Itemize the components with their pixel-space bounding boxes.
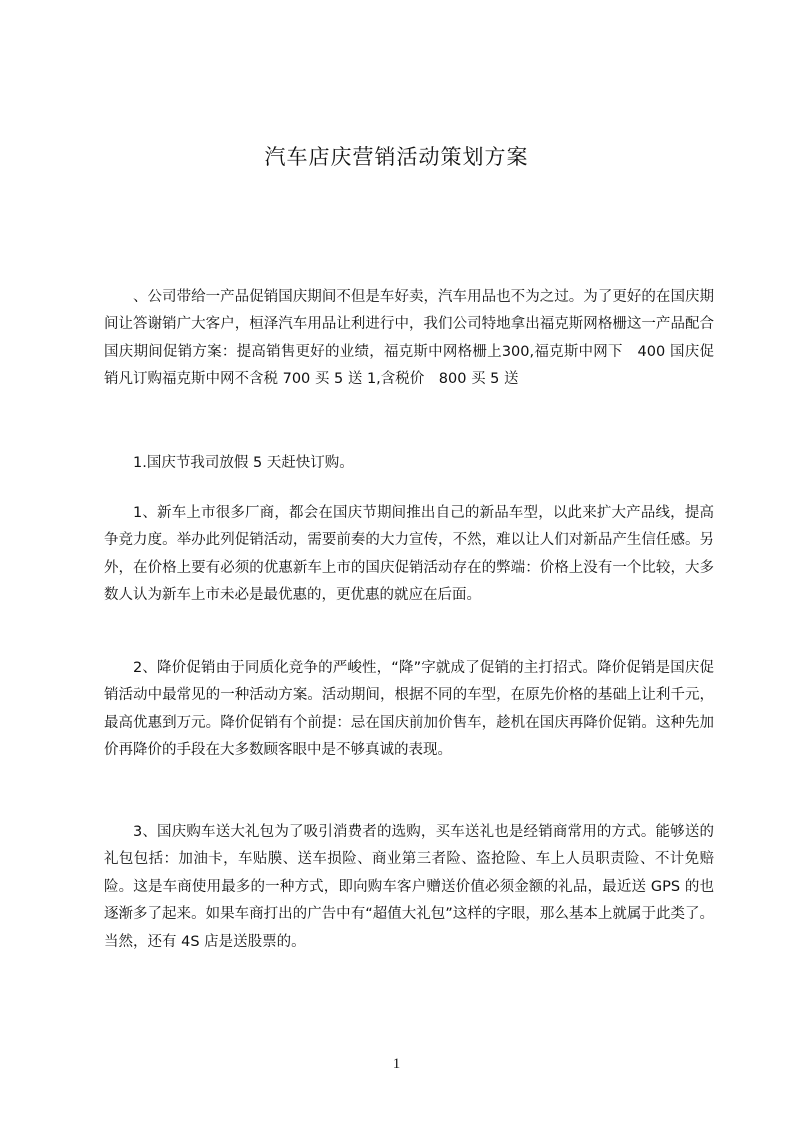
paragraph-price-reduction: 2、降价促销由于同质化竞争的严峻性，“降”字就成了促销的主打招式。降价促销是国庆促销活动中最常见的一种活动方案。活动期间，根据不同的车型，在原先价格的基础上让利千元，最高优惠到万元。降价促销有个前提：忌在国庆前加价售车，趁机在国庆再降价促销。这种先加价再降价的手段在大多数顾客眼中是不够真诚的表现。 [104,660,714,759]
paragraph-gift-package: 3、国庆购车送大礼包为了吸引消费者的选购，买车送礼也是经销商常用的方式。能够送的礼包包括：加油卡，车贴膜、送车损险、商业第三者险、盗抢险、车上人员职责险、不计免赔险。这是车商使用最多的一种方式，即向购车客户赠送价值必须金额的礼品，最近送 GPS 的也逐渐多了起来。如果车商打出的广告中有“超值大礼包”这样的字眼，那么基本上就属于此类了。当然，还有 4S 店是送股票的。 [104,824,714,950]
paragraph-holiday-notice: 1.国庆节我司放假 5 天赶快订购。 [133,455,354,471]
document-title: 汽车店庆营销活动策划方案 [264,145,529,169]
paragraph-new-car-launch: 1、新车上市很多厂商，都会在国庆节期间推出自己的新品车型，以此来扩大产品线，提高争竞力度。举办此列促销活动，需要前奏的大力宣传，不然，难以让人们对新品产生信任感。另外，在价格上要有必须的优惠新车上市的国庆促销活动存在的弊端：价格上没有一个比较，大多数人认为新车上市未必是最优惠的，更优惠的就应在后面。 [104,505,714,604]
page-number: 1 [392,1056,401,1072]
paragraph-intro: 、公司带给一产品促销国庆期间不但是车好卖，汽车用品也不为之过。为了更好的在国庆期间让答谢销广大客户，桓泽汽车用品让利进行中，我们公司特地拿出福克斯网格栅这一产品配合国庆期间促销方案：提高销售更好的业绩，福克斯中网格栅上300,福克斯中网下 400 国庆促销凡订购福克斯中网不含税 700 买 5 送 1,含税价 800 买 5 送 [104,289,714,388]
